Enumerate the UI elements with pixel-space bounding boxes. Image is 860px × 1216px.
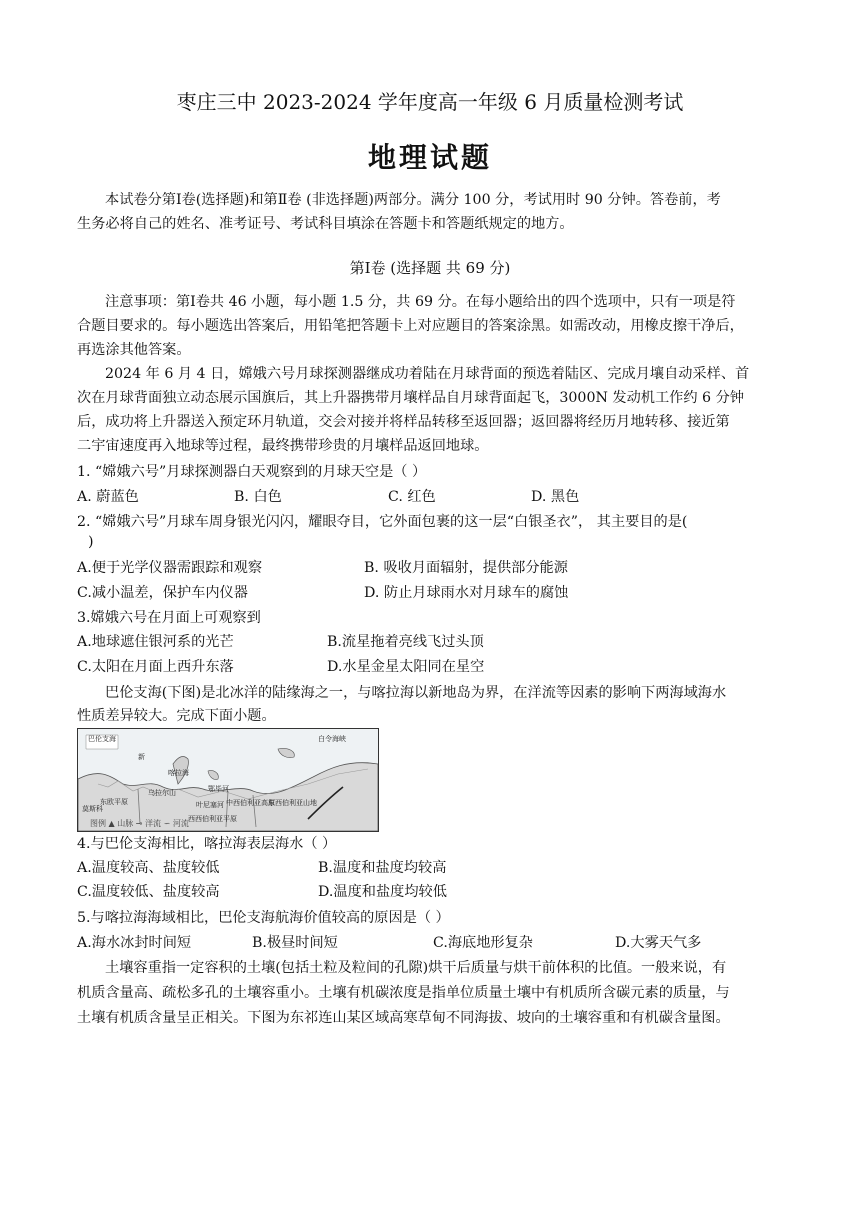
q2-stem: 2. “嫦娥六号”月球车周身银光闪闪，耀眼夺目，它外面包裹的这一层“白银圣衣”， 其主要目的是(: [77, 514, 688, 530]
q5-option-c[interactable]: C.海底地形复杂: [433, 935, 533, 951]
q5-option-a[interactable]: A.海水冰封时间短: [77, 935, 192, 951]
q1-stem: 1. “嫦娥六号”月球探测器白天观察到的月球天空是（ ）: [77, 464, 427, 480]
map-label-7: 白令海峡: [318, 735, 346, 743]
passage-1-line-2: 次在月球背面独立动态展示国旗后，其上升器携带月壤样品自月球背面起飞，3000N 发动机工作约 6 分钟: [77, 390, 744, 406]
passage-1-line-1: 2024 年 6 月 4 日，嫦娥六号月球探测器继成功着陆在月球背面的预选着陆区、完成月壤自动采样、首: [105, 366, 750, 382]
passage-1-line-4: 二宇宙速度再入地球等过程，最终携带珍贵的月壤样品返回地球。: [77, 438, 489, 454]
q3-option-a[interactable]: A.地球遮住银河系的光芒: [77, 634, 234, 650]
q2-option-b[interactable]: B. 吸收月面辐射，提供部分能源: [364, 560, 568, 576]
map-label-11: 乌拉尔山: [148, 789, 176, 797]
q3-option-c[interactable]: C.太阳在月面上西升东落: [77, 659, 234, 675]
passage-2-line-1: 巴伦支海(下图)是北冰洋的陆缘海之一，与喀拉海以新地岛为界，在洋流等因素的影响下两海域海水: [105, 685, 727, 701]
map-label-6: 东西伯利亚山地: [268, 799, 317, 807]
map-label-2: 喀拉海: [168, 769, 189, 777]
q1-option-a[interactable]: A. 蔚蓝色: [77, 489, 139, 505]
subject-title: 地理试题: [367, 141, 492, 174]
passage-3-line-1: 土壤容重指一定容积的土壤(包括土粒及粒间的孔隙)烘干后质量与烘干前体积的比值。一般来说，有: [105, 960, 727, 976]
map-label-0: 巴伦支海: [88, 735, 116, 743]
q4-option-d[interactable]: D.温度和盐度均较低: [318, 884, 447, 900]
map-svg: [78, 729, 378, 831]
passage-1-line-3: 后，成功将上升器送入预定环月轨道，交会对接并将样品转移至返回器；返回器将经历月地转移、接近第: [77, 414, 730, 430]
passage-2-line-2: 性质差异较大。完成下面小题。: [77, 708, 276, 724]
map-label-9: 西西伯利亚平原: [188, 815, 237, 823]
q5-option-b[interactable]: B.极昼时间短: [252, 935, 338, 951]
q2-stem-cont: ): [88, 534, 94, 550]
notice-line-3: 再选涂其他答案。: [77, 342, 191, 358]
notice-line-2: 合题目要求的。每小题选出答案后，用铅笔把答题卡上对应题目的答案涂黑。如需改动，用橡皮擦干净后，: [77, 318, 744, 334]
map-label-1: 新: [138, 753, 145, 761]
q3-option-d[interactable]: D.水星金星太阳同在星空: [327, 659, 485, 675]
map-label-8: 莫斯科: [82, 805, 103, 813]
map-legend: 图例 ▲ 山脉 ⊸ 洋流 ∽ 河流: [90, 819, 189, 828]
notice-line-1: 注意事项：第Ⅰ卷共 46 小题，每小题 1.5 分，共 69 分。在每小题给出的四个选项中，只有一项是符: [105, 294, 736, 310]
exam-title: 枣庄三中 2023-2024 学年度高一年级 6 月质量检测考试: [176, 90, 684, 114]
q5-stem: 5.与喀拉海海域相比，巴伦支海航海价值较高的原因是（ ）: [77, 910, 450, 926]
passage-3-line-2: 机质含量高、疏松多孔的土壤容重小。土壤有机碳浓度是指单位质量土壤中有机质所含碳元素的质量，与: [77, 985, 730, 1001]
barents-sea-map: [77, 728, 379, 832]
q5-option-d[interactable]: D.大雾天气多: [615, 935, 702, 951]
q4-option-b[interactable]: B.温度和盐度均较高: [318, 860, 447, 876]
q1-option-b[interactable]: B. 白色: [234, 489, 282, 505]
map-label-3: 东欧平原: [100, 798, 128, 806]
map-label-10: 鄂毕河: [208, 785, 229, 793]
intro-line-2: 生务必将自己的姓名、准考证号、考试科目填涂在答题卡和答题纸规定的地方。: [77, 216, 574, 232]
q2-option-c[interactable]: C.减小温差，保护车内仪器: [77, 585, 248, 601]
q2-option-d[interactable]: D. 防止月球雨水对月球车的腐蚀: [364, 585, 569, 601]
q1-option-d[interactable]: D. 黑色: [531, 489, 580, 505]
q4-option-a[interactable]: A.温度较高、盐度较低: [77, 860, 220, 876]
intro-line-1: 本试卷分第Ⅰ卷(选择题)和第Ⅱ卷 (非选择题)两部分。满分 100 分，考试用时 90 分钟。答卷前，考: [105, 192, 721, 208]
q4-stem: 4.与巴伦支海相比，喀拉海表层海水（ ）: [77, 836, 337, 852]
q3-option-b[interactable]: B.流星拖着亮线飞过头顶: [327, 634, 484, 650]
section-1-title: 第Ⅰ卷 (选择题 共 69 分): [349, 259, 511, 277]
map-label-4: 叶尼塞河: [196, 801, 224, 809]
q2-option-a[interactable]: A.便于光学仪器需跟踪和观察: [77, 560, 263, 576]
passage-3-line-3: 土壤有机质含量呈正相关。下图为东祁连山某区域高寒草甸不同海拔、坡向的土壤容重和有机碳含量图。: [77, 1010, 730, 1026]
map-label-5: 中西伯利亚高原: [226, 799, 275, 807]
q3-stem: 3.嫦娥六号在月面上可观察到: [77, 610, 261, 626]
q4-option-c[interactable]: C.温度较低、盐度较高: [77, 884, 220, 900]
q1-option-c[interactable]: C. 红色: [388, 489, 436, 505]
